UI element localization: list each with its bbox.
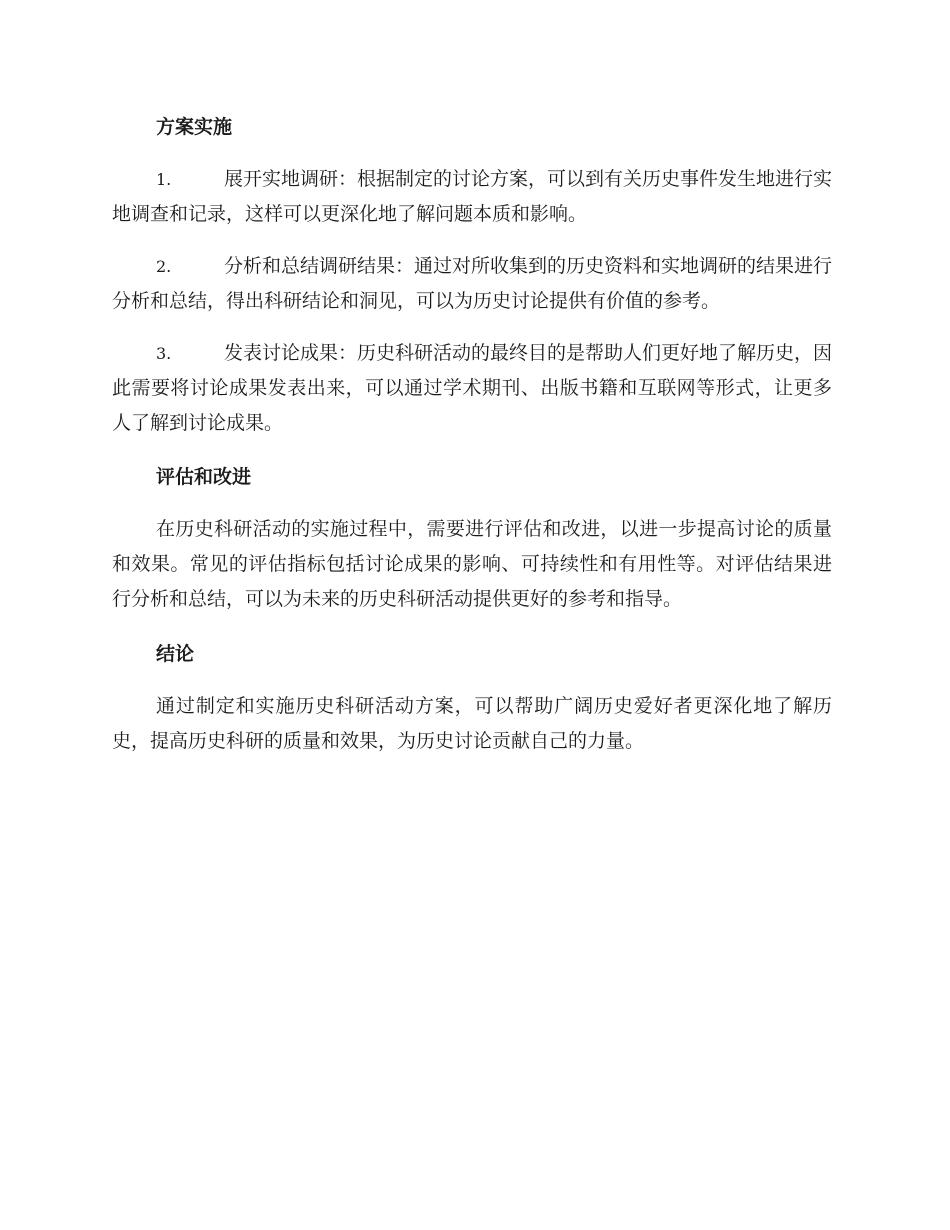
list-item-number: 1. [156,170,172,189]
list-item [112,249,832,319]
conclusion-paragraph: 通过制定和实施历史科研活动方案，可以帮助广阔历史爱好者更深化地了解历史，提高历史科研的质量和效果，为历史讨论贡献自己的力量。 [112,695,832,752]
list-item-text: 展开实地调研：根据制定的讨论方案，可以到有关历史事件发生地进行实地调查和记录，这样可以更深化地了解问题本质和影响。 [112,168,833,225]
list-item-text: 分析和总结调研结果：通过对所收集到的历史资料和实地调研的结果进行分析和总结，得出科研结论和洞见，可以为历史讨论提供有价值的参考。 [112,255,833,312]
section-heading-implementation: 方案实施 [156,116,233,138]
list-item-number: 2. [156,257,172,276]
section-heading-evaluation: 评估和改进 [156,466,252,488]
list-item-text: 发表讨论成果：历史科研活动的最终目的是帮助人们更好地了解历史，因此需要将讨论成果发表出来，可以通过学术期刊、出版书籍和互联网等形式，让更多人了解到讨论成果。 [112,342,833,434]
list-item-number: 3. [156,344,172,363]
section-heading-conclusion: 结论 [156,643,195,665]
list-item [112,336,832,441]
evaluation-paragraph: 在历史科研活动的实施过程中，需要进行评估和改进，以进一步提高讨论的质量和效果。常见的评估指标包括讨论成果的影响、可持续性和有用性等。对评估结果进行分析和总结，可以为未来的历史科研活动提供更好的参考和指导。 [112,518,832,610]
list-item [112,162,832,232]
